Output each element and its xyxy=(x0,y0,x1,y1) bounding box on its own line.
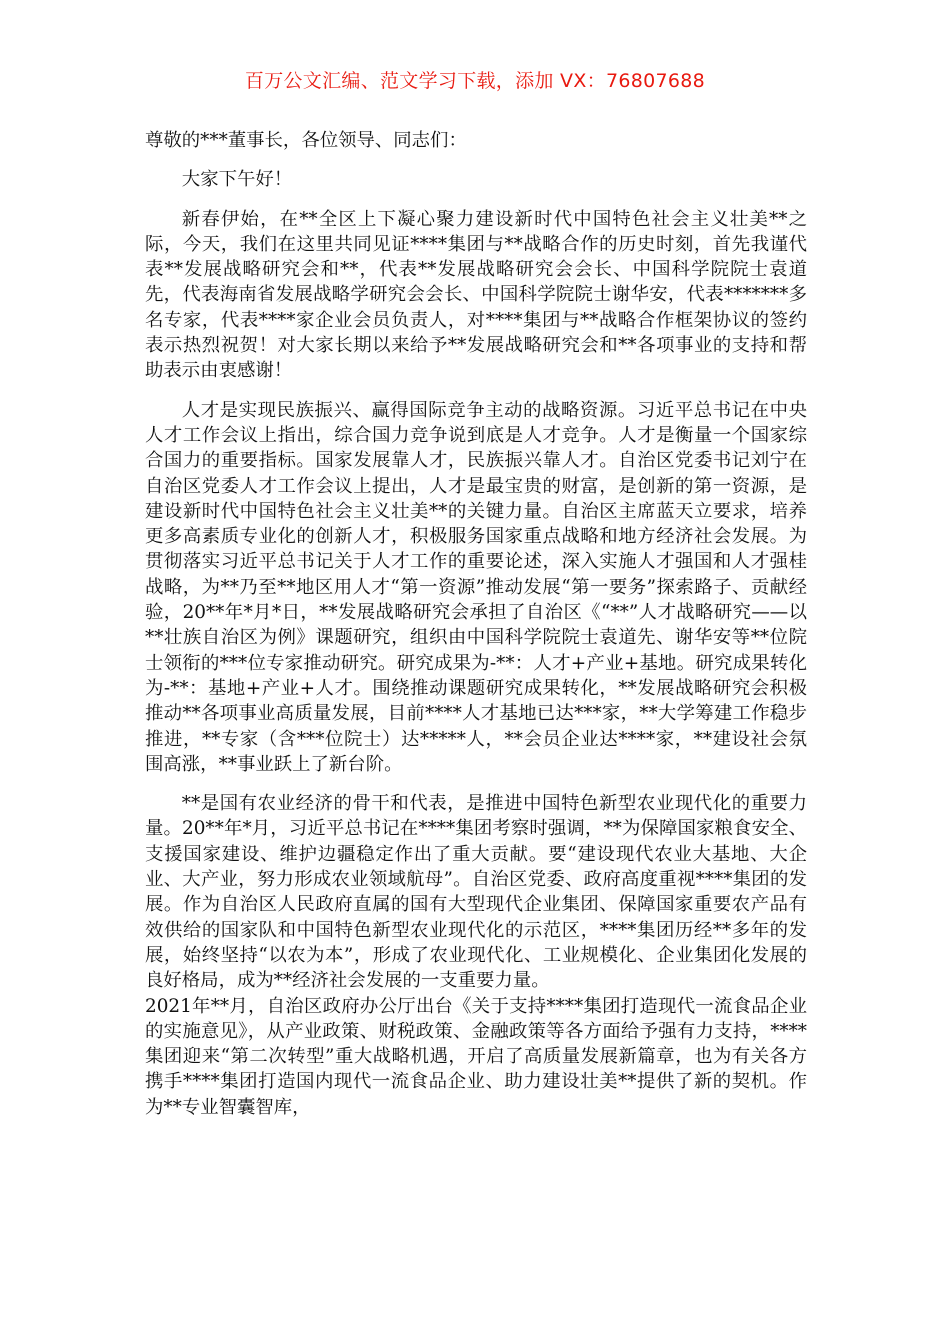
paragraph-2021: 2021年**月，自治区政府办公厅出台《关于支持****集团打造现代一流食品企业的实施意见》，从产业政策、财税政策、金融政策等各方面给予强有力支持，****集团迎来“第二次转型”重大战略机遇，开启了高质量发展新篇章，也为有关各方携手****集团打造国内现代一流食品企业、助力建设壮美**提供了新的契机。作为**专业智囊智库， xyxy=(145,995,807,1118)
document-body xyxy=(145,128,807,1120)
watermark-banner: 百万公文汇编、范文学习下载，添加 VX：76807688 xyxy=(244,70,706,92)
salutation: 尊敬的***董事长，各位领导、同志们： xyxy=(145,130,467,151)
paragraph-agriculture: **是国有农业经济的骨干和代表，是推进中国特色新型农业现代化的重要力量。20**年*月，习近平总书记在****集团考察时强调，**为保障国家粮食安全、支援国家建设、维护边疆稳定作出了重大贡献。要“建设现代农业大基地、大企业、大产业，努力形成农业领域航母”。自治区党委、政府高度重视****集团的发展。作为自治区人民政府直属的国有大型现代企业集团、保障国家重要农产品有效供给的国家队和中国特色新型农业现代化的示范区，****集团历经**多年的发展，始终坚持“以农为本”，形成了农业现代化、工业规模化、企业集团化发展的良好格局，成为**经济社会发展的一支重要力量。 xyxy=(145,793,807,992)
greeting: 大家下午好！ xyxy=(181,169,293,191)
paragraph-talent: 人才是实现民族振兴、赢得国际竞争主动的战略资源。习近平总书记在中央人才工作会议上指出，综合国力竞争说到底是人才竞争。人才是衡量一个国家综合国力的重要指标。国家发展靠人才，民族振兴靠人才。自治区党委书记刘宁在自治区党委人才工作会议上提出，人才是最宝贵的财富，是创新的第一资源，是建设新时代中国特色社会主义壮美**的关键力量。自治区主席蓝天立要求，培养更多高素质专业化的创新人才，积极服务国家重点战略和地方经济社会发展。为贯彻落实习近平总书记关于人才工作的重要论述，深入实施人才强国和人才强桂战略，为**乃至**地区用人才“第一资源”推动发展“第一要务”探索路子、贡献经验，20**年*月*日，**发展战略研究会承担了自治区《“**”人才战略研究——以**壮族自治区为例》课题研究，组织由中国科学院院士袁道先、谢华安等**位院士领衔的***位专家推动研究。研究成果为-**：人才+产业+基地。研究成果转化为-**：基地+产业+人才。围绕推动课题研究成果转化，**发展战略研究会积极推动**各项事业高质量发展，目前****人才基地已达***家，**大学筹建工作稳步推进，**专家（含***位院士）达*****人，**会员企业达****家，**建设社会氛围高涨，**事业跃上了新台阶。 xyxy=(145,399,807,775)
paragraph-opening: 新春伊始，在**全区上下凝心聚力建设新时代中国特色社会主义壮美**之际，今天，我们在这里共同见证****集团与**战略合作的历史时刻，首先我谨代表**发展战略研究会和**，代表**发展战略研究会会长、中国科学院院士袁道先，代表海南省发展战略学研究会会长、中国科学院院士谢华安，代表*******多名专家，代表****家企业会员负责人，对****集团与**战略合作框架协议的签约表示热烈祝贺！对大家长期以来给予**发展战略研究会和**各项事业的支持和帮助表示由衷感谢！ xyxy=(145,208,807,382)
